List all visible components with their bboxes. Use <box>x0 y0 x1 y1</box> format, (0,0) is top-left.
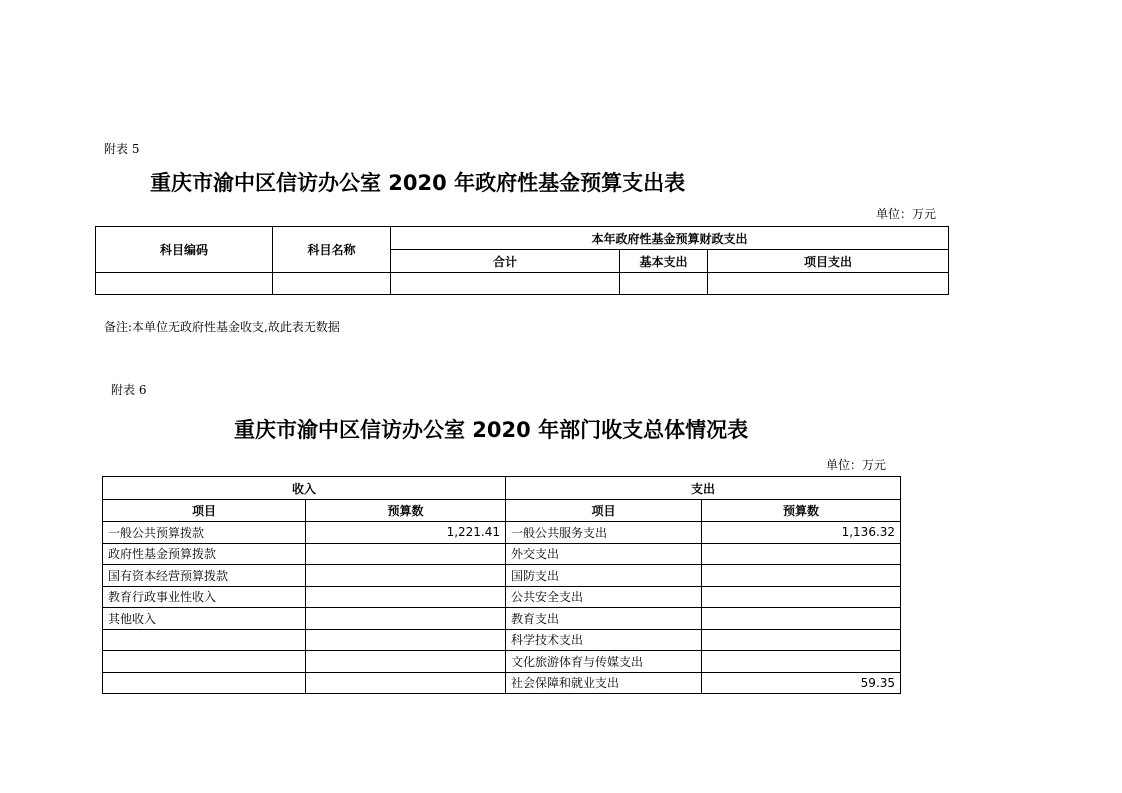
table-row <box>103 522 901 544</box>
table-row <box>103 651 901 673</box>
table-row <box>96 273 949 295</box>
header-subject-name: 科目名称 <box>273 227 391 273</box>
expense-amount <box>702 586 901 608</box>
expense-item: 一般公共服务支出 <box>506 522 702 544</box>
income-amount: 1,221.41 <box>306 522 506 544</box>
income-item <box>103 672 306 694</box>
header-total: 合计 <box>391 250 620 273</box>
department-revenue-expenditure-table <box>102 476 901 694</box>
header-income-item: 项目 <box>103 500 306 522</box>
expense-item: 文化旅游体育与传媒支出 <box>506 651 702 673</box>
table-row <box>103 608 901 630</box>
expense-item: 社会保障和就业支出 <box>506 672 702 694</box>
income-amount <box>306 608 506 630</box>
income-item: 国有资本经营预算拨款 <box>103 565 306 587</box>
expense-amount <box>702 629 901 651</box>
expense-item: 科学技术支出 <box>506 629 702 651</box>
income-item <box>103 629 306 651</box>
expense-amount <box>702 608 901 630</box>
header-expense-item: 项目 <box>506 500 702 522</box>
income-amount <box>306 586 506 608</box>
income-item: 教育行政事业性收入 <box>103 586 306 608</box>
income-item: 其他收入 <box>103 608 306 630</box>
empty-cell <box>96 273 273 295</box>
table-row <box>103 672 901 694</box>
appendix-6-label: 附表 6 <box>111 383 147 397</box>
table5-note: 备注:本单位无政府性基金收支,故此表无数据 <box>104 320 340 334</box>
header-expense-budget: 预算数 <box>702 500 901 522</box>
empty-cell <box>708 273 949 295</box>
expense-item: 教育支出 <box>506 608 702 630</box>
income-amount <box>306 672 506 694</box>
table-row <box>103 629 901 651</box>
header-project-expenditure: 项目支出 <box>708 250 949 273</box>
income-amount <box>306 543 506 565</box>
empty-cell <box>620 273 708 295</box>
header-fund-expenditure-group: 本年政府性基金预算财政支出 <box>391 227 949 250</box>
table5-title: 重庆市渝中区信访办公室 2020 年政府性基金预算支出表 <box>150 171 686 195</box>
expense-amount <box>702 651 901 673</box>
empty-cell <box>391 273 620 295</box>
header-income-budget: 预算数 <box>306 500 506 522</box>
income-amount <box>306 651 506 673</box>
table6-unit: 单位：万元 <box>826 458 887 472</box>
appendix-5-label: 附表 5 <box>104 142 140 156</box>
income-amount <box>306 629 506 651</box>
expense-amount: 59.35 <box>702 672 901 694</box>
expense-amount <box>702 543 901 565</box>
table-row <box>103 586 901 608</box>
header-expense: 支出 <box>506 477 901 500</box>
income-item: 一般公共预算拨款 <box>103 522 306 544</box>
income-item: 政府性基金预算拨款 <box>103 543 306 565</box>
empty-cell <box>273 273 391 295</box>
table-row <box>103 565 901 587</box>
expense-item: 外交支出 <box>506 543 702 565</box>
table-row <box>103 543 901 565</box>
government-fund-expenditure-table <box>95 226 949 295</box>
income-item <box>103 651 306 673</box>
table5-unit: 单位：万元 <box>876 207 937 221</box>
expense-item: 公共安全支出 <box>506 586 702 608</box>
income-amount <box>306 565 506 587</box>
expense-amount <box>702 565 901 587</box>
expense-item: 国防支出 <box>506 565 702 587</box>
header-income: 收入 <box>103 477 506 500</box>
table6-title: 重庆市渝中区信访办公室 2020 年部门收支总体情况表 <box>234 418 749 442</box>
expense-amount: 1,136.32 <box>702 522 901 544</box>
header-subject-code: 科目编码 <box>96 227 273 273</box>
header-basic-expenditure: 基本支出 <box>620 250 708 273</box>
